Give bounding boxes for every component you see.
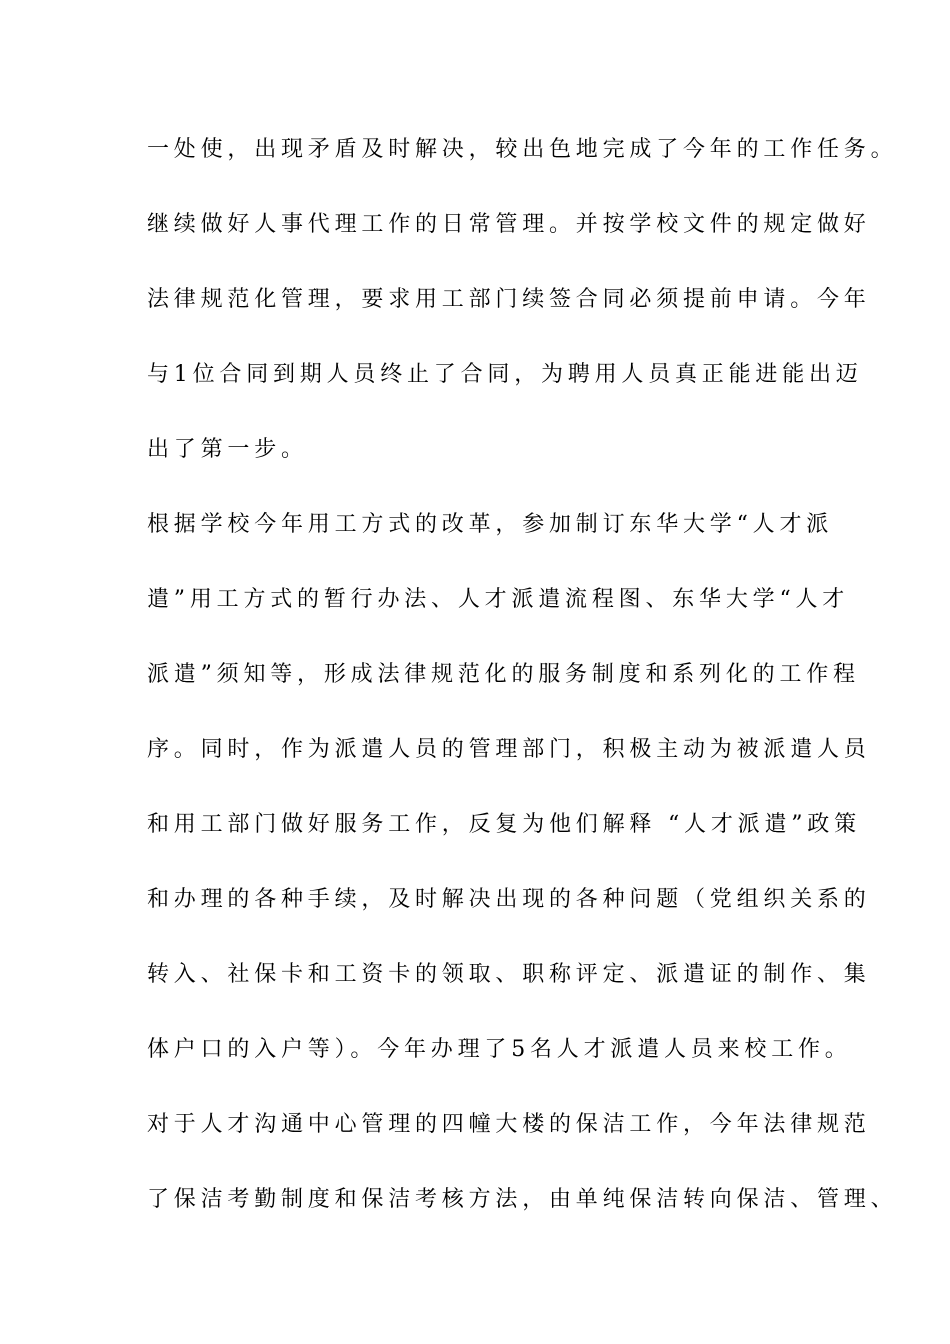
text-line: 法律规范化管理，要求用工部门续签合同必须提前申请。今年 — [147, 287, 871, 312]
text-line: 了保洁考勤制度和保洁考核方法，由单纯保洁转向保洁、管理、 — [147, 1187, 898, 1212]
text-line: 遣”用工方式的暂行办法、人才派遣流程图、东华大学“人才 — [147, 587, 850, 612]
text-line: 出了第一步。 — [147, 437, 308, 462]
text-line: 对于人才沟通中心管理的四幢大楼的保洁工作，今年法律规范 — [147, 1112, 871, 1137]
text-line: 根据学校今年用工方式的改革，参加制订东华大学“人才派 — [147, 512, 834, 537]
text-line: 继续做好人事代理工作的日常管理。并按学校文件的规定做好 — [147, 212, 871, 237]
text-line: 一处使，出现矛盾及时解决，较出色地完成了今年的工作任务。 — [147, 137, 898, 162]
text-line: 派遣”须知等，形成法律规范化的服务制度和系列化的工作程 — [147, 662, 860, 687]
text-line: 和办理的各种手续，及时解决出现的各种问题（党组织关系的 — [147, 887, 871, 912]
text-line: 和用工部门做好服务工作，反复为他们解释 “人才派遣”政策 — [147, 812, 861, 837]
text-line: 转入、社保卡和工资卡的领取、职称评定、派遣证的制作、集 — [147, 962, 871, 987]
text-line: 序。同时，作为派遣人员的管理部门，积极主动为被派遣人员 — [147, 737, 871, 762]
text-line: 与1位合同到期人员终止了合同，为聘用人员真正能进能出迈 — [147, 362, 863, 387]
text-line: 体户口的入户等）。今年办理了5名人才派遣人员来校工作。 — [147, 1037, 852, 1062]
